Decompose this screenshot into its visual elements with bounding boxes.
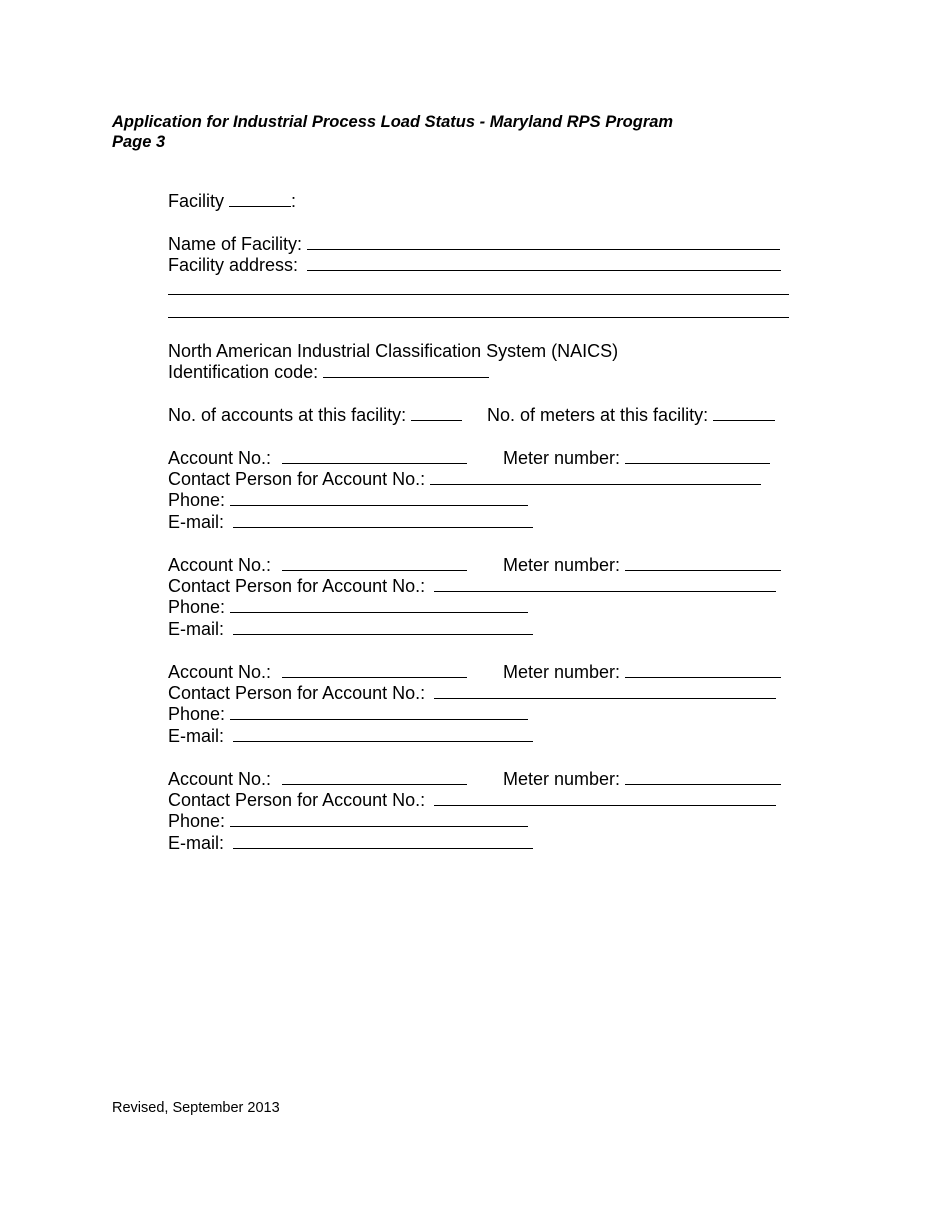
email-blank[interactable]	[233, 619, 533, 635]
accounts-count-label: No. of accounts at this facility:	[168, 405, 407, 425]
contact-person-row	[168, 576, 776, 597]
revision-footer: Revised, September 2013	[112, 1100, 280, 1116]
facility-name-row	[168, 234, 780, 255]
meters-count-row	[487, 405, 775, 426]
meter-number-label: Meter number:	[503, 448, 621, 468]
phone-row	[168, 597, 528, 618]
facility-address-blank[interactable]	[307, 255, 781, 271]
facility-label-colon: :	[291, 191, 297, 211]
facility-address-row	[168, 255, 781, 276]
account-number-blank[interactable]	[282, 769, 467, 785]
email-row	[168, 726, 533, 747]
email-blank[interactable]	[233, 512, 533, 528]
phone-row	[168, 490, 528, 511]
account-number-row	[168, 448, 467, 469]
contact-person-label: Contact Person for Account No.:	[168, 469, 426, 489]
phone-blank[interactable]	[230, 704, 528, 720]
email-label: E-mail:	[168, 619, 225, 639]
naics-code-blank[interactable]	[323, 362, 489, 378]
facility-name-blank[interactable]	[307, 234, 780, 250]
meter-number-blank[interactable]	[625, 769, 781, 785]
account-number-row	[168, 769, 467, 790]
facility-address-line-2[interactable]	[168, 294, 789, 295]
contact-person-row	[168, 683, 776, 704]
phone-row	[168, 704, 528, 725]
naics-title: North American Industrial Classification System (NAICS)	[168, 341, 619, 361]
meter-number-row	[503, 662, 781, 683]
contact-person-blank[interactable]	[434, 790, 776, 806]
account-number-blank[interactable]	[282, 662, 467, 678]
email-row	[168, 619, 533, 640]
accounts-count-blank[interactable]	[411, 405, 462, 421]
meters-count-blank[interactable]	[713, 405, 775, 421]
contact-person-label: Contact Person for Account No.:	[168, 683, 426, 703]
meter-number-label: Meter number:	[503, 769, 621, 789]
facility-number-row	[168, 191, 296, 212]
account-number-label: Account No.:	[168, 555, 272, 575]
contact-person-blank[interactable]	[434, 683, 776, 699]
meter-number-row	[503, 769, 781, 790]
naics-code-label: Identification code:	[168, 362, 319, 382]
email-label: E-mail:	[168, 833, 225, 853]
facility-label: Facility	[168, 191, 225, 211]
document-title: Application for Industrial Process Load Status - Maryland RPS Program	[112, 113, 674, 131]
account-number-label: Account No.:	[168, 662, 272, 682]
contact-person-label: Contact Person for Account No.:	[168, 790, 426, 810]
phone-label: Phone:	[168, 811, 226, 831]
email-blank[interactable]	[233, 833, 533, 849]
account-number-row	[168, 555, 467, 576]
account-number-label: Account No.:	[168, 769, 272, 789]
naics-code-row	[168, 362, 489, 383]
page-number: Page 3	[112, 133, 166, 151]
meter-number-blank[interactable]	[625, 662, 781, 678]
email-row	[168, 833, 533, 854]
accounts-count-row	[168, 405, 462, 426]
contact-person-blank[interactable]	[430, 469, 761, 485]
meter-number-row	[503, 555, 781, 576]
email-label: E-mail:	[168, 512, 225, 532]
account-number-label: Account No.:	[168, 448, 272, 468]
phone-blank[interactable]	[230, 597, 528, 613]
phone-row	[168, 811, 528, 832]
meter-number-label: Meter number:	[503, 555, 621, 575]
contact-person-row	[168, 469, 761, 490]
email-blank[interactable]	[233, 726, 533, 742]
meter-number-label: Meter number:	[503, 662, 621, 682]
contact-person-row	[168, 790, 776, 811]
email-row	[168, 512, 533, 533]
account-number-blank[interactable]	[282, 448, 467, 464]
document-header	[112, 112, 673, 152]
email-label: E-mail:	[168, 726, 225, 746]
facility-address-label: Facility address:	[168, 255, 299, 275]
account-number-row	[168, 662, 467, 683]
phone-label: Phone:	[168, 704, 226, 724]
facility-number-blank[interactable]	[229, 191, 291, 207]
meter-number-row	[503, 448, 770, 469]
facility-address-line-3[interactable]	[168, 317, 789, 318]
meters-count-label: No. of meters at this facility:	[487, 405, 709, 425]
facility-name-label: Name of Facility:	[168, 234, 303, 254]
account-number-blank[interactable]	[282, 555, 467, 571]
phone-blank[interactable]	[230, 490, 528, 506]
contact-person-blank[interactable]	[434, 576, 776, 592]
phone-label: Phone:	[168, 490, 226, 510]
meter-number-blank[interactable]	[625, 448, 770, 464]
contact-person-label: Contact Person for Account No.:	[168, 576, 426, 596]
phone-blank[interactable]	[230, 811, 528, 827]
phone-label: Phone:	[168, 597, 226, 617]
meter-number-blank[interactable]	[625, 555, 781, 571]
